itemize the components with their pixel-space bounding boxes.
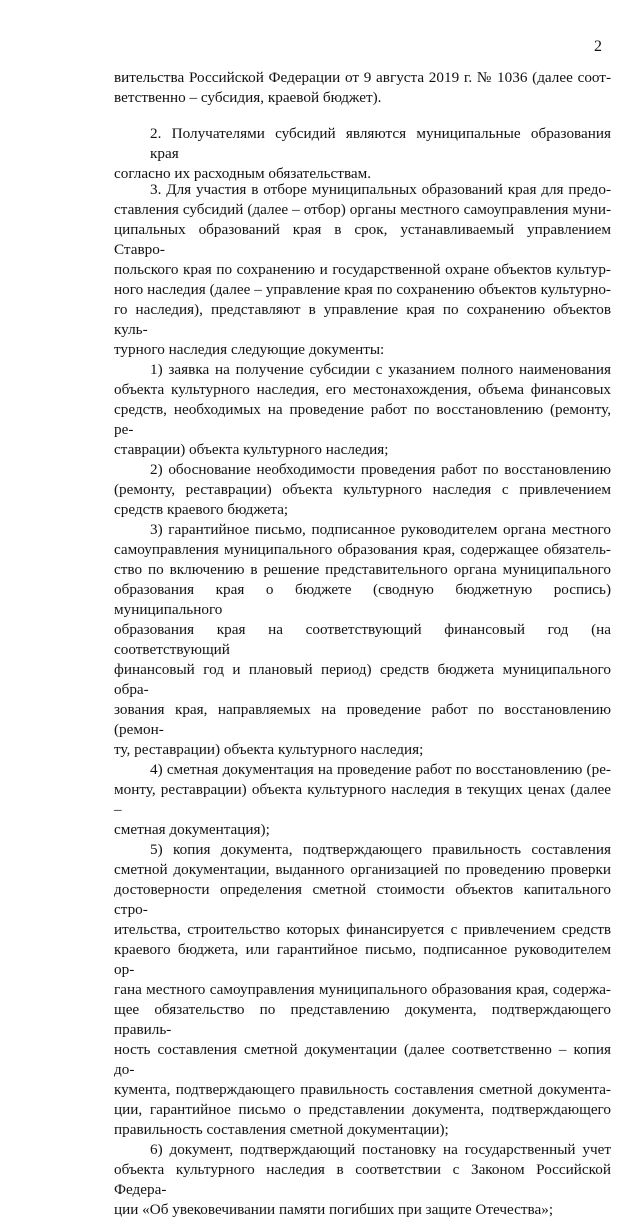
list-item-3-line: образования края о бюджете (сводную бюджетную роспись) муниципального xyxy=(114,581,611,618)
list-item-5-line: гана местного самоуправления муниципального образования края, содержа- xyxy=(114,981,611,998)
list-item-3-line: 3) гарантийное письмо, подписанное руководителем органа местного xyxy=(150,521,611,538)
text-line: 3. Для участия в отборе муниципальных образований края для предо- xyxy=(150,181,611,198)
list-item-1-line: ставрации) объекта культурного наследия; xyxy=(114,441,389,458)
text-line: го наследия), представляют в управление края по сохранению объектов куль- xyxy=(114,301,611,338)
list-item-3-line: финансовый год и плановый период) средств бюджета муниципального обра- xyxy=(114,661,611,698)
list-item-3-line: образования края на соответствующий финансовый год (на соответствующий xyxy=(114,621,611,658)
text-line: польского края по сохранению и государственной охране объектов культур- xyxy=(114,261,611,278)
list-item-2-line: (ремонту, реставрации) объекта культурного наследия с привлечением xyxy=(114,481,611,498)
list-item-5-line: кумента, подтверждающего правильность составления сметной документа- xyxy=(114,1081,611,1098)
list-item-6-line: объекта культурного наследия в соответствии с Законом Российской Федера- xyxy=(114,1161,611,1198)
list-item-4-line: монту, реставрации) объекта культурного наследия в текущих ценах (далее – xyxy=(114,781,611,818)
text-line: вительства Российской Федерации от 9 августа 2019 г. № 1036 (далее соот- xyxy=(114,69,611,86)
list-item-5-line: 5) копия документа, подтверждающего правильность составления xyxy=(150,841,611,858)
list-item-5-line: правильность составления сметной документации); xyxy=(114,1121,449,1138)
list-item-5-line: ность составления сметной документации (далее соответственно – копия до- xyxy=(114,1041,611,1078)
text-line: ного наследия (далее – управление края по сохранению объектов культурно- xyxy=(114,281,611,298)
text-line: ветственно – субсидия, краевой бюджет). xyxy=(114,89,382,106)
list-item-2-line: 2) обоснование необходимости проведения работ по восстановлению xyxy=(150,461,611,478)
text-line: ципальных образований края в срок, устанавливаемый управлением Ставро- xyxy=(114,221,611,258)
list-item-4-line: 4) сметная документация на проведение работ по восстановлению (ре- xyxy=(150,761,611,778)
list-item-3-line: зования края, направляемых на проведение работ по восстановлению (ремон- xyxy=(114,701,611,738)
list-item-3-line: самоуправления муниципального образования края, содержащее обязатель- xyxy=(114,541,611,558)
list-item-2-line: средств краевого бюджета; xyxy=(114,501,289,518)
list-item-1-line: объекта культурного наследия, его местонахождения, объема финансовых xyxy=(114,381,611,398)
list-item-5-line: достоверности определения сметной стоимости объектов капитального стро- xyxy=(114,881,611,918)
list-item-3-line: ту, реставрации) объекта культурного наследия; xyxy=(114,741,424,758)
text-line: согласно их расходным обязательствам. xyxy=(114,165,372,182)
list-item-5-line: ции, гарантийное письмо о представлении документа, подтверждающего xyxy=(114,1101,611,1118)
list-item-1-line: 1) заявка на получение субсидии с указанием полного наименования xyxy=(150,361,611,378)
text-line: 2. Получателями субсидий являются муниципальные образования края xyxy=(150,125,611,162)
text-line: ставления субсидий (далее – отбор) органы местного самоуправления муни- xyxy=(114,201,611,218)
list-item-5-line: ительства, строительство которых финансируется с привлечением средств xyxy=(114,921,611,938)
list-item-5-line: щее обязательство по представлению документа, подтверждающего правиль- xyxy=(114,1001,611,1038)
intro-paragraph xyxy=(114,68,611,108)
list-item-3-line: ство по включению в решение представительного органа муниципального xyxy=(114,561,611,578)
page-number: 2 xyxy=(594,38,602,55)
list-item-1-line: средств, необходимых на проведение работ по восстановлению (ремонту, ре- xyxy=(114,401,611,438)
list-item-4-line: сметная документация); xyxy=(114,821,270,838)
list-item-6-line: ции «Об увековечивании памяти погибших при защите Отечества»; xyxy=(114,1201,554,1218)
paragraph-2 xyxy=(114,124,611,184)
paragraph-3 xyxy=(114,180,611,1220)
list-item-5-line: краевого бюджета, или гарантийное письмо, подписанное руководителем ор- xyxy=(114,941,611,978)
list-item-5-line: сметной документации, выданного организацией по проведению проверки xyxy=(114,861,611,878)
text-line: турного наследия следующие документы: xyxy=(114,341,385,358)
list-item-6-line: 6) документ, подтверждающий постановку на государственный учет xyxy=(150,1141,611,1158)
